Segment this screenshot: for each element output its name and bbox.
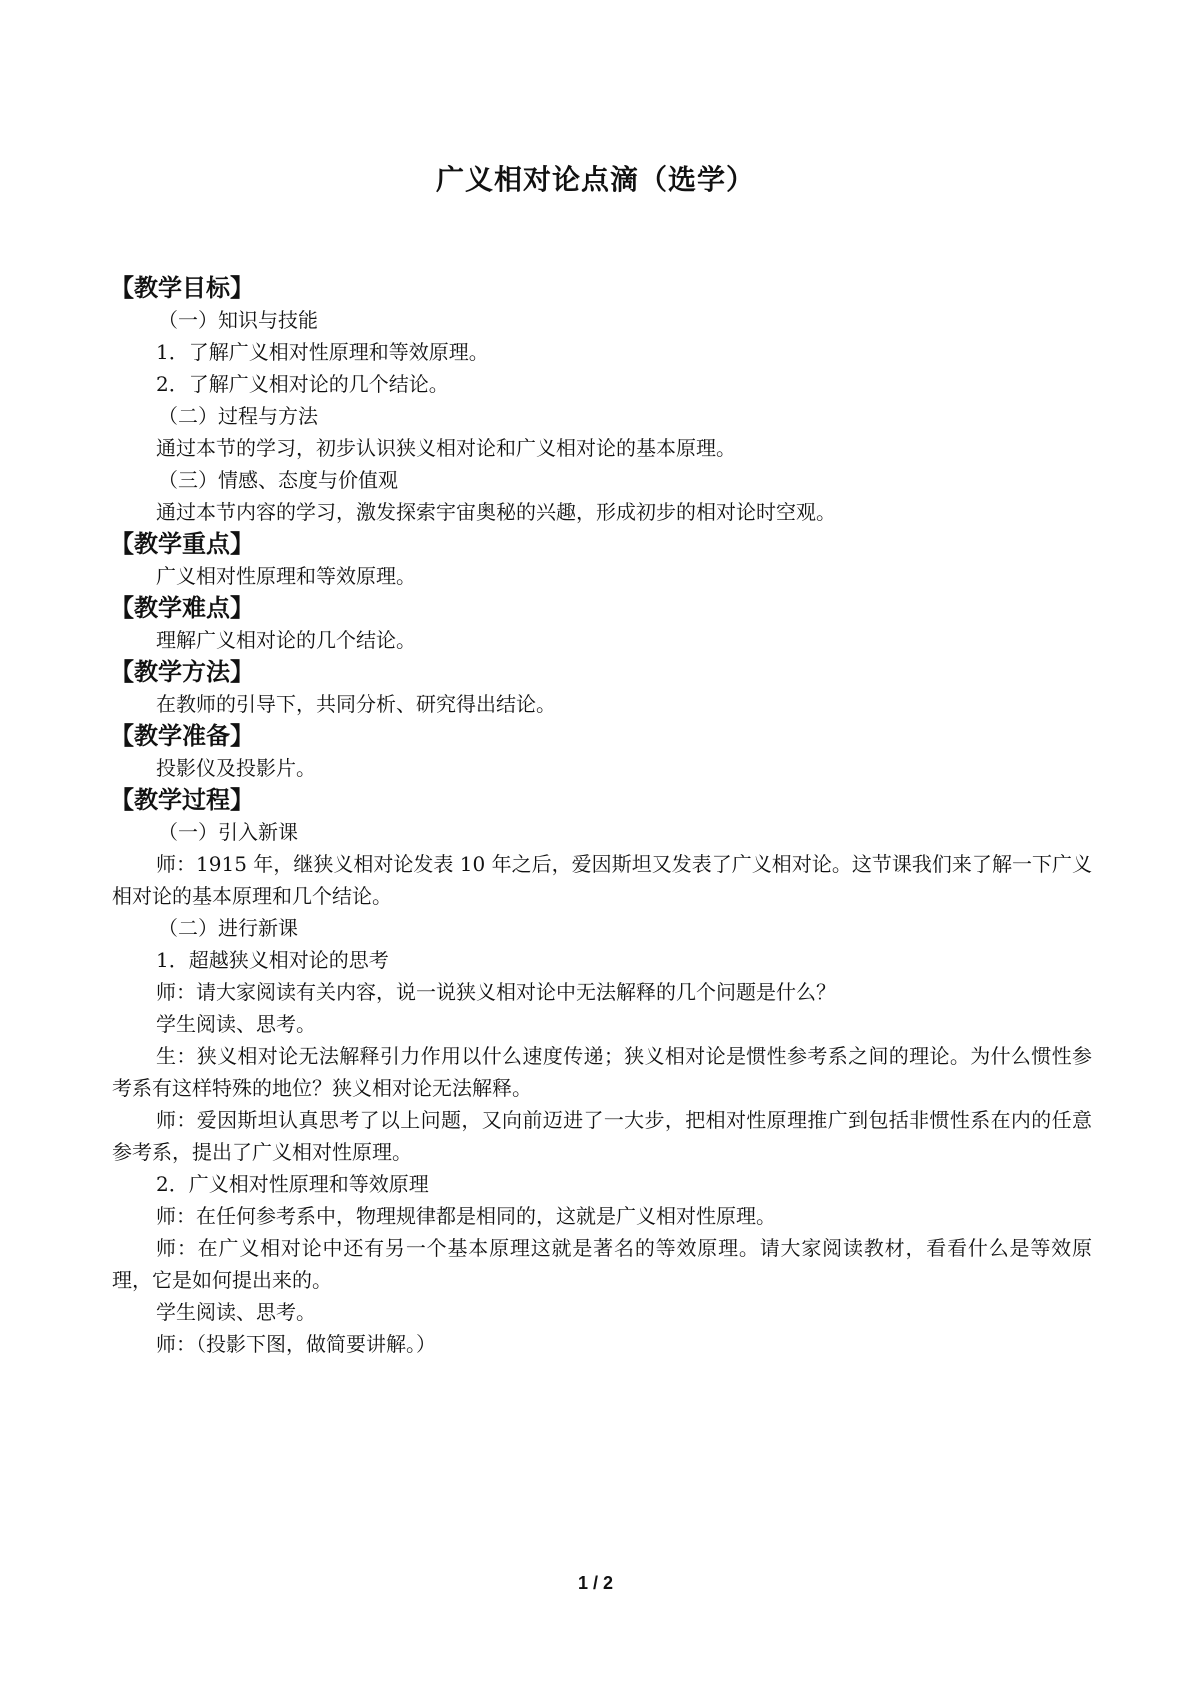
subheading-new-lesson: （二）进行新课 xyxy=(158,916,298,940)
process-method-text: 通过本节的学习，初步认识狭义相对论和广义相对论的基本原理。 xyxy=(156,436,736,460)
methods-text: 在教师的引导下，共同分析、研究得出结论。 xyxy=(156,692,556,716)
section-heading-key-points: 【教学重点】 xyxy=(110,529,254,558)
section-heading-methods: 【教学方法】 xyxy=(110,657,254,686)
topic-heading: 2．广义相对性原理和等效原理 xyxy=(156,1172,429,1196)
difficulties-text: 理解广义相对论的几个结论。 xyxy=(156,628,416,652)
teacher-paragraph: 师：请大家阅读有关内容，说一说狭义相对论中无法解释的几个问题是什么？ xyxy=(156,980,836,1004)
subheading-emotion: （三）情感、态度与价值观 xyxy=(158,468,398,492)
teacher-paragraph: 师：在广义相对论中还有另一个基本原理这就是著名的等效原理。请大家阅读教材，看看什么是等效原理，它是如何提出来的。 xyxy=(112,1236,1092,1292)
section-heading-objectives: 【教学目标】 xyxy=(110,273,254,302)
teacher-paragraph: 师：在任何参考系中，物理规律都是相同的，这就是广义相对性原理。 xyxy=(156,1204,776,1228)
teacher-paragraph: 师：（投影下图，做简要讲解。） xyxy=(156,1332,436,1356)
teacher-paragraph: 师：爱因斯坦认真思考了以上问题，又向前迈进了一大步，把相对性原理推广到包括非惯性系在内的任意参考系，提出了广义相对性原理。 xyxy=(112,1108,1092,1164)
student-paragraph: 生：狭义相对论无法解释引力作用以什么速度传递；狭义相对论是惯性参考系之间的理论。为什么惯性参考系有这样特殊的地位？狭义相对论无法解释。 xyxy=(112,1044,1092,1100)
key-points-text: 广义相对性原理和等效原理。 xyxy=(156,564,416,588)
topic-heading: 1．超越狭义相对论的思考 xyxy=(156,948,389,972)
subheading-process-method: （二）过程与方法 xyxy=(158,404,318,428)
subheading-knowledge: （一）知识与技能 xyxy=(158,308,318,332)
section-heading-difficulties: 【教学难点】 xyxy=(110,593,254,622)
subheading-intro: （一）引入新课 xyxy=(158,820,298,844)
section-heading-process: 【教学过程】 xyxy=(110,785,254,814)
emotion-text: 通过本节内容的学习，激发探索宇宙奥秘的兴趣，形成初步的相对论时空观。 xyxy=(156,500,836,524)
section-heading-preparation: 【教学准备】 xyxy=(110,721,254,750)
objective-item: 2．了解广义相对论的几个结论。 xyxy=(156,372,449,396)
page-number: 1 / 2 xyxy=(577,1573,614,1593)
student-paragraph: 学生阅读、思考。 xyxy=(156,1012,316,1036)
document-body xyxy=(112,272,1092,1360)
document-title: 广义相对论点滴（选学） xyxy=(435,163,755,196)
student-paragraph: 学生阅读、思考。 xyxy=(156,1300,316,1324)
objective-item: 1．了解广义相对性原理和等效原理。 xyxy=(156,340,489,364)
preparation-text: 投影仪及投影片。 xyxy=(156,756,316,780)
teacher-paragraph: 师：1915 年，继狭义相对论发表 10 年之后，爱因斯坦又发表了广义相对论。这节课我们来了解一下广义相对论的基本原理和几个结论。 xyxy=(112,852,1092,908)
